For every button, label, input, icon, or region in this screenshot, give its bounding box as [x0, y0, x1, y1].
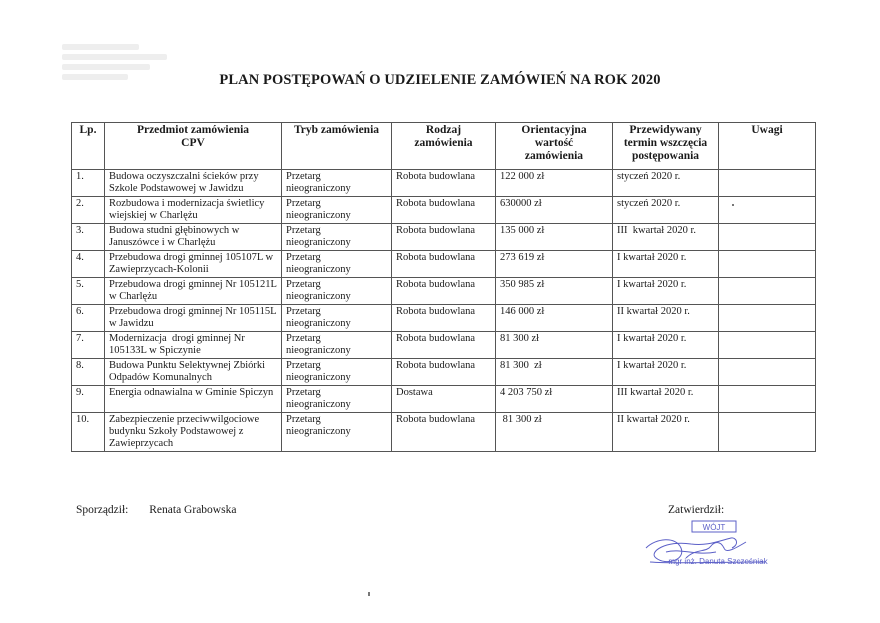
cell-termin: I kwartał 2020 r. [613, 359, 719, 386]
cell-wartosc: 630000 zł [496, 197, 613, 224]
table-row [72, 224, 816, 251]
cell-wartosc: 273 619 zł [496, 251, 613, 278]
cell-termin: styczeń 2020 r. [613, 197, 719, 224]
header-termin: Przewidywany termin wszczęcia postępowania [613, 123, 719, 170]
table-row [72, 278, 816, 305]
table-header-row [72, 123, 816, 170]
cell-tryb: Przetarg nieograniczony [282, 170, 392, 197]
table-row [72, 413, 816, 452]
cell-uwagi [719, 278, 816, 305]
svg-text:mgr inż. Danuta Szcześniak: mgr inż. Danuta Szcześniak [668, 557, 768, 566]
cell-lp: 4. [72, 251, 105, 278]
table-row [72, 359, 816, 386]
prepared-name: Renata Grabowska [149, 504, 237, 516]
svg-text:WÓJT: WÓJT [702, 523, 726, 532]
cell-lp: 10. [72, 413, 105, 452]
cell-przedmiot: Przebudowa drogi gminnej Nr 105115L w Jawidzu [105, 305, 282, 332]
cell-uwagi [719, 170, 816, 197]
cell-wartosc: 146 000 zł [496, 305, 613, 332]
cell-przedmiot: Przebudowa drogi gminnej Nr 105121L w Charlężu [105, 278, 282, 305]
cell-przedmiot: Modernizacja drogi gminnej Nr 105133L w Spiczynie [105, 332, 282, 359]
cell-rodzaj: Robota budowlana [392, 305, 496, 332]
cell-przedmiot: Zabezpieczenie przeciwwilgociowe budynku Szkoły Podstawowej z Zawieprzycach [105, 413, 282, 452]
cell-tryb: Przetarg nieograniczony [282, 224, 392, 251]
document-title: PLAN POSTĘPOWAŃ O UDZIELENIE ZAMÓWIEŃ NA ROK 2020 [219, 72, 661, 88]
cell-rodzaj: Dostawa [392, 386, 496, 413]
cell-lp: 2. [72, 197, 105, 224]
header-uwagi: Uwagi [719, 123, 816, 170]
cell-termin: III kwartał 2020 r. [613, 386, 719, 413]
cell-wartosc: 81 300 zł [496, 413, 613, 452]
cell-rodzaj: Robota budowlana [392, 413, 496, 452]
cell-rodzaj: Robota budowlana [392, 170, 496, 197]
cell-tryb: Przetarg nieograniczony [282, 197, 392, 224]
cell-tryb: Przetarg nieograniczony [282, 359, 392, 386]
cell-termin: II kwartał 2020 r. [613, 413, 719, 452]
cell-lp: 5. [72, 278, 105, 305]
header-tryb: Tryb zamówienia [282, 123, 392, 170]
speck [732, 204, 734, 206]
cell-uwagi [719, 305, 816, 332]
cell-wartosc: 81 300 zł [496, 359, 613, 386]
cell-termin: I kwartał 2020 r. [613, 332, 719, 359]
approved-label: Zatwierdził: [668, 504, 725, 516]
cell-lp: 1. [72, 170, 105, 197]
cell-tryb: Przetarg nieograniczony [282, 386, 392, 413]
header-lp: Lp. [72, 123, 105, 170]
cell-przedmiot: Budowa oczyszczalni ścieków przy Szkole Podstawowej w Jawidzu [105, 170, 282, 197]
cell-lp: 6. [72, 305, 105, 332]
table-row [72, 386, 816, 413]
procurement-plan-table [71, 122, 816, 452]
header-rodzaj: Rodzaj zamówienia [392, 123, 496, 170]
cell-lp: 9. [72, 386, 105, 413]
table-row [72, 197, 816, 224]
cell-rodzaj: Robota budowlana [392, 332, 496, 359]
prepared-label: Sporządził: [76, 504, 129, 516]
cell-rodzaj: Robota budowlana [392, 278, 496, 305]
cell-przedmiot: Budowa studni głębinowych w Januszówce i w Charlężu [105, 224, 282, 251]
table-row [72, 305, 816, 332]
cell-przedmiot: Przebudowa drogi gminnej 105107L w Zawieprzycach-Kolonii [105, 251, 282, 278]
prepared-by [76, 504, 236, 516]
speck-bottom [368, 592, 370, 596]
cell-przedmiot: Energia odnawialna w Gminie Spiczyn [105, 386, 282, 413]
cell-rodzaj: Robota budowlana [392, 224, 496, 251]
cell-termin: styczeń 2020 r. [613, 170, 719, 197]
cell-lp: 7. [72, 332, 105, 359]
cell-uwagi [719, 386, 816, 413]
cell-lp: 3. [72, 224, 105, 251]
signature-stamp [636, 518, 786, 580]
cell-wartosc: 135 000 zł [496, 224, 613, 251]
cell-termin: I kwartał 2020 r. [613, 251, 719, 278]
cell-wartosc: 122 000 zł [496, 170, 613, 197]
cell-termin: III kwartał 2020 r. [613, 224, 719, 251]
cell-uwagi [719, 224, 816, 251]
cell-rodzaj: Robota budowlana [392, 251, 496, 278]
cell-rodzaj: Robota budowlana [392, 197, 496, 224]
table-row [72, 170, 816, 197]
cell-wartosc: 4 203 750 zł [496, 386, 613, 413]
cell-uwagi [719, 251, 816, 278]
cell-uwagi [719, 332, 816, 359]
header-wartosc: Orientacyjna wartość zamówienia [496, 123, 613, 170]
table-row [72, 332, 816, 359]
cell-tryb: Przetarg nieograniczony [282, 413, 392, 452]
cell-lp: 8. [72, 359, 105, 386]
cell-tryb: Przetarg nieograniczony [282, 278, 392, 305]
cell-tryb: Przetarg nieograniczony [282, 251, 392, 278]
cell-wartosc: 81 300 zł [496, 332, 613, 359]
table-row [72, 251, 816, 278]
cell-tryb: Przetarg nieograniczony [282, 332, 392, 359]
cell-wartosc: 350 985 zł [496, 278, 613, 305]
cell-uwagi [719, 197, 816, 224]
cell-uwagi [719, 413, 816, 452]
cell-przedmiot: Budowa Punktu Selektywnej Zbiórki Odpadów Komunalnych [105, 359, 282, 386]
cell-przedmiot: Rozbudowa i modernizacja świetlicy wiejskiej w Charlężu [105, 197, 282, 224]
cell-uwagi [719, 359, 816, 386]
header-przedmiot: Przedmiot zamówienia CPV [105, 123, 282, 170]
cell-termin: II kwartał 2020 r. [613, 305, 719, 332]
cell-tryb: Przetarg nieograniczony [282, 305, 392, 332]
cell-termin: I kwartał 2020 r. [613, 278, 719, 305]
cell-rodzaj: Robota budowlana [392, 359, 496, 386]
